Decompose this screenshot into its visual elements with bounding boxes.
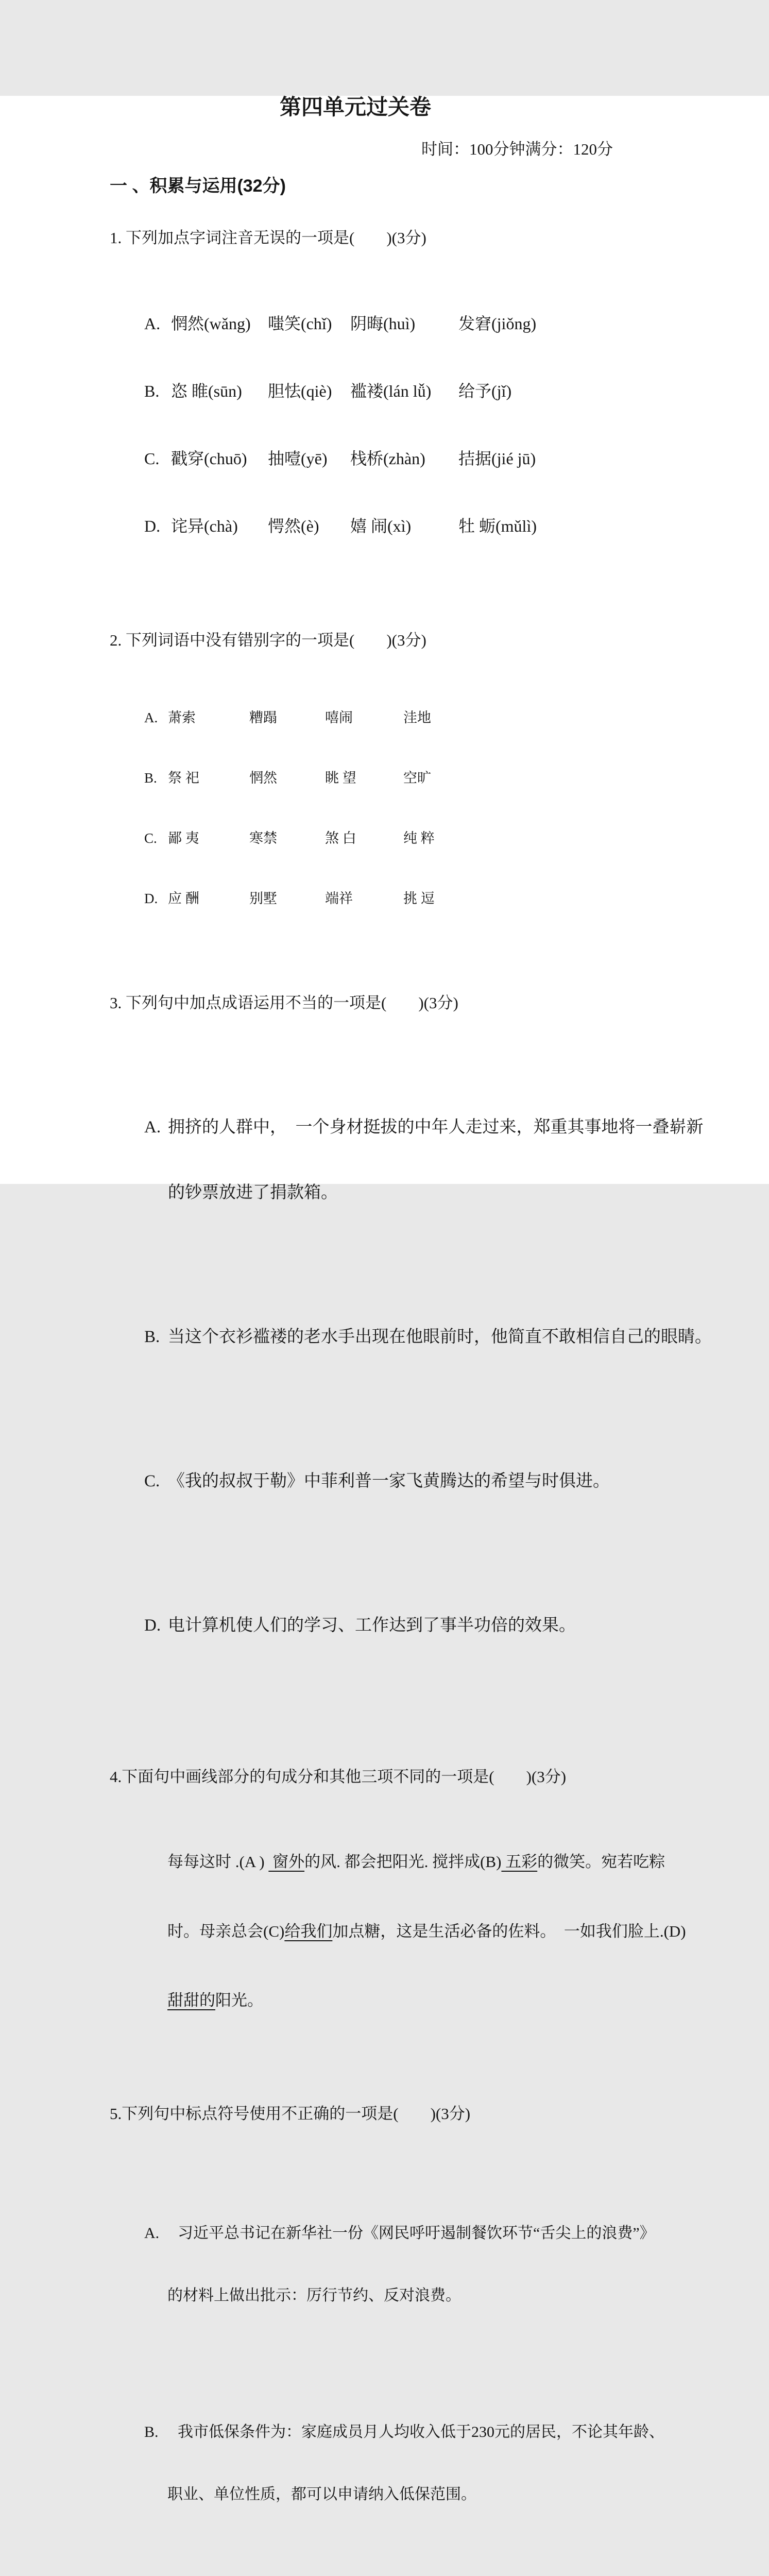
option-text: 当这个衣衫褴褛的老水手出现在他眼前时，他简直不敢相信自己的眼睛。 xyxy=(168,1327,712,1346)
exam-meta: 时间：100分钟满分：120分 xyxy=(421,140,613,159)
word-with-pinyin: 牡 蛎(mǔlì) xyxy=(458,517,537,536)
word-with-pinyin: 恣 睢(sūn) xyxy=(171,382,242,401)
word: 纯 粹 xyxy=(403,830,435,846)
word: 煞 白 xyxy=(325,830,356,846)
underlined-segment: 五彩 xyxy=(501,1852,538,1871)
exam-paper-page xyxy=(0,96,769,2503)
option-row-a xyxy=(144,709,769,727)
option-text: 我市低保条件为：家庭成员月人均收入低于230元的居民，不论其年龄、 xyxy=(178,2423,664,2441)
word-with-pinyin: 惘然(wǎng) xyxy=(171,314,251,333)
word-with-pinyin: 给予(jǐ) xyxy=(458,382,512,401)
word-with-pinyin: 愕然(è) xyxy=(268,517,319,536)
question-5-options xyxy=(144,2151,769,2576)
question-2-options xyxy=(144,677,769,950)
option-label: C. xyxy=(144,830,157,846)
word: 挑 逗 xyxy=(403,890,435,906)
option-text-continuation: 职业、单位性质，都可以申请纳入低保范围。 xyxy=(167,2485,476,2503)
question-4 xyxy=(0,1738,769,2077)
word: 鄙 夷 xyxy=(168,830,199,846)
question-5 xyxy=(0,2077,769,2576)
question-3-stem: 3. 下列句中加点成语运用不当的一项是( )(3分) xyxy=(110,994,458,1012)
option-row-b xyxy=(144,770,769,787)
question-2-stem: 2. 下列词语中没有错别字的一项是( )(3分) xyxy=(110,631,426,650)
word: 惘然 xyxy=(249,770,277,786)
question-4-stem: 4.下面句中画线部分的句成分和其他三项不同的一项是( )(3分) xyxy=(110,1768,567,1786)
question-3-options xyxy=(144,1039,769,1720)
word-with-pinyin: 戳穿(chuō) xyxy=(171,449,247,468)
underlined-segment: 给我们 xyxy=(284,1922,333,1940)
option-label: B. xyxy=(144,382,160,401)
option-text-continuation: 的钞票放进了捐款箱。 xyxy=(168,1183,338,1202)
word-with-pinyin: 抽噎(yē) xyxy=(268,449,328,468)
option-label: D. xyxy=(144,890,158,906)
option-row-c xyxy=(144,830,769,848)
option-label: A. xyxy=(144,314,161,333)
word-with-pinyin: 栈桥(zhàn) xyxy=(350,449,425,468)
option-b xyxy=(144,1287,769,1387)
word: 嘻闹 xyxy=(325,710,353,726)
word: 应 酬 xyxy=(168,890,199,906)
option-b xyxy=(144,2385,769,2541)
question-2 xyxy=(0,602,769,969)
option-label: B. xyxy=(144,2423,159,2441)
passage-line-2 xyxy=(167,1920,769,1943)
option-text: 拥挤的人群中， 一个身材挺拔的中年人走过来，郑重其事地将一叠崭新 xyxy=(168,1118,704,1137)
word-with-pinyin: 诧异(chà) xyxy=(171,517,238,536)
word-with-pinyin: 拮据(jié jū) xyxy=(458,449,536,468)
word: 寒禁 xyxy=(249,830,277,846)
option-label: A. xyxy=(144,710,158,726)
passage-line-3 xyxy=(167,1989,769,2012)
word: 别墅 xyxy=(249,890,277,906)
word: 洼地 xyxy=(403,710,431,726)
text-segment: 阳光。 xyxy=(215,1991,263,2010)
underlined-segment: 甜甜的 xyxy=(167,1991,215,2010)
option-row-c xyxy=(144,448,769,469)
option-label: A. xyxy=(144,2224,160,2242)
word: 端祥 xyxy=(325,890,353,906)
option-row-d xyxy=(144,890,769,908)
word-with-pinyin: 嗤笑(chǐ) xyxy=(268,314,332,333)
option-label: C. xyxy=(144,449,160,468)
text-segment: 时。母亲总会(C) xyxy=(167,1922,285,1940)
option-label: A. xyxy=(144,1118,161,1137)
word: 萧索 xyxy=(168,710,196,726)
word: 祭 祀 xyxy=(168,770,199,786)
option-label: D. xyxy=(144,517,161,536)
question-4-passage xyxy=(167,1814,769,2059)
option-c xyxy=(144,1431,769,1531)
question-1-stem: 1. 下列加点字词注音无误的一项是( )(3分) xyxy=(110,228,426,247)
option-label: B. xyxy=(144,770,157,786)
question-1 xyxy=(0,196,769,602)
option-row-a xyxy=(144,313,769,334)
underlined-segment: 窗外 xyxy=(268,1852,305,1871)
passage-line-1 xyxy=(167,1851,769,1874)
word-with-pinyin: 褴褛(lán lǚ) xyxy=(350,382,432,401)
exam-title: 第四单元过关卷 xyxy=(279,96,431,120)
text-segment: 的微笑。宛若吃粽 xyxy=(537,1852,665,1871)
option-a xyxy=(144,1077,769,1242)
option-label: D. xyxy=(144,1616,161,1635)
option-a xyxy=(144,2187,769,2342)
question-3 xyxy=(0,969,769,1738)
word-with-pinyin: 胆怯(qiè) xyxy=(268,382,332,401)
word: 糟蹋 xyxy=(249,710,277,726)
word-with-pinyin: 发窘(jiǒng) xyxy=(458,314,537,333)
option-text: 习近平总书记在新华社一份《网民呼吁遏制餐饮环节“舌尖上的浪费”》 xyxy=(178,2224,655,2242)
option-text: 《我的叔叔于勒》中菲利普一家飞黄腾达的希望与时俱进。 xyxy=(168,1472,610,1491)
word: 眺 望 xyxy=(325,770,356,786)
word: 空旷 xyxy=(403,770,431,786)
option-label: B. xyxy=(144,1327,160,1346)
text-segment: 的风. 都会把阳光. 搅拌成(B) xyxy=(304,1852,502,1871)
question-1-options xyxy=(144,275,769,583)
text-segment: 加点糖，这是生活必备的佐料。 一如我们脸上.(D) xyxy=(332,1922,686,1940)
option-d xyxy=(144,1575,769,1675)
question-5-stem: 5.下列句中标点符号使用不正确的一项是( )(3分) xyxy=(110,2105,471,2123)
option-text-continuation: 的材料上做出批示：厉行节约、反对浪费。 xyxy=(167,2286,461,2304)
section-heading: 一 、积累与运用(32分) xyxy=(110,176,286,196)
option-row-d xyxy=(144,516,769,536)
word-with-pinyin: 嬉 闹(xì) xyxy=(350,517,412,536)
option-row-b xyxy=(144,381,769,401)
word-with-pinyin: 阴晦(huì) xyxy=(350,314,416,333)
option-label: C. xyxy=(144,1472,160,1491)
text-segment: 每每这时 .(A ) xyxy=(167,1852,269,1871)
option-text: 电计算机使人们的学习、工作达到了事半功倍的效果。 xyxy=(168,1616,576,1635)
